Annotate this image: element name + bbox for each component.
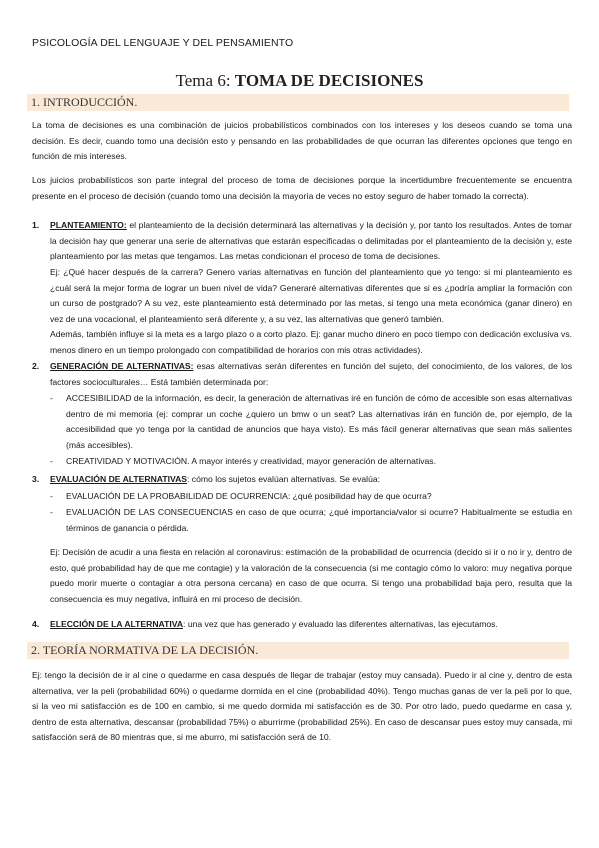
title-prefix: Tema 6: — [175, 71, 235, 90]
item-evaluacion — [50, 472, 572, 488]
bullet-dash: - — [50, 491, 53, 501]
item-text: el planteamiento de la decisión determinará las alternativas y la decisión y, por tanto los resultados. Antes de tomar la decisión hay que generar una serie de alternativas que estarán especificadas o delimitadas por el planteamiento de la decisión y, este planteamiento por las metas que tengamos. Las metas condicionan el proceso de toma de decisiones. — [50, 220, 572, 261]
section-heading-introduccion: 1. INTRODUCCIÓN. — [27, 94, 569, 111]
item-term: EVALUACIÓN DE ALTERNATIVAS — [50, 474, 188, 484]
sub-item-creatividad: CREATIVIDAD Y MOTIVACIÓN. A mayor interés y creatividad, mayor generación de alternativas. — [66, 456, 436, 466]
item-generacion — [50, 359, 572, 390]
item-number-3: 3. — [32, 474, 40, 484]
item-text: esas alternativas serán diferentes en función del sujeto, del conocimiento, de los valores, de los factores socioculturales… Está también determinada por: — [50, 361, 572, 387]
item-term: ELECCIÓN DE LA ALTERNATIVA — [50, 619, 184, 629]
bullet-dash: - — [50, 456, 53, 466]
item-evaluacion-example: Ej: Decisión de acudir a una fiesta en relación al coronavirus: estimación de la probabilidad de ocurrencia (decido si ir o no ir y, dentro de esto, qué probabilidad hay de que me contagie) y la valoración de la consecuencia (si me contagio cómo lo valoro: muy negativa porque puedo morir muerte o contagiar a otra persona cercana) en caso de que ocurra. Si tengo una probabilidad baja pero, resulta que la consecuencia es muy negativa, influirá en mi proceso de decisión. — [50, 547, 572, 604]
course-header: PSICOLOGÍA DEL LENGUAJE Y DEL PENSAMIENTO — [32, 37, 294, 49]
item-term: PLANTEAMIENTO: — [50, 220, 127, 230]
item-planteamiento — [50, 218, 572, 265]
intro-paragraph-1: La toma de decisiones es una combinación de juicios probabilísticos combinados con los intereses y los deseos cuando se toma una decisión. Es decir, cuando tomo una decisión esto y pensando en las probabilidades de que ocurran las diferentes opciones que tengo en función de mis intereses. — [32, 120, 572, 161]
item-planteamiento-example: Ej: ¿Qué hacer después de la carrera? Genero varias alternativas en función del planteamiento que yo tengo: si mi planteamiento es ¿cuál será la mejor forma de lograr un buen nivel de vida? Generaré alternativas diferentes que si es ¿podría ampliar la formación con un curso de postgrado? A su vez, este planteamiento está determinado por las metas, si tengo una meta económica (ganar dinero) en vez de una vocacional, el planteamiento será diferente y, a su vez, las alternativas que generó también. — [50, 267, 572, 324]
item-planteamiento-extra: Además, también influye si la meta es a largo plazo o a corto plazo. Ej: ganar mucho dinero en poco tiempo con dedicación exclusiva vs. menos dinero en un tiempo prolongado con compatibilidad de horarios con mis otras actividades). — [50, 329, 572, 355]
item-text: : cómo los sujetos evalúan alternativas. Se evalúa: — [187, 474, 381, 484]
page-title — [0, 71, 599, 91]
item-term: GENERACIÓN DE ALTERNATIVAS: — [50, 361, 194, 371]
sub-item-consecuencias: EVALUACIÓN DE LAS CONSECUENCIAS en caso de que ocurra; ¿qué importancia/valor si ocurre? Habitualmente se estudia en términos de ganancia o pérdida. — [66, 507, 572, 533]
intro-paragraph-2: Los juicios probabilísticos son parte integral del proceso de toma de decisiones porque la incertidumbre frecuentemente se encuentra presente en el proceso de decisión (cuando tomo una decisión la mayoría de veces no estoy seguro de haber tomado la correcta). — [32, 175, 572, 201]
item-number-1: 1. — [32, 220, 40, 230]
teoria-paragraph: Ej: tengo la decisión de ir al cine o quedarme en casa después de llegar de trabajar (estoy muy cansada). Puedo ir al cine y, dentro de esta alternativa, ver la peli (probabilidad 60%) o quedarme dormida en el cine (probabilidad 40%). Tengo muchas ganas de ver la peli por lo que, si la veo mi satisfacción es de 100 en cambio, si me quedo dormida mi satisfacción es de 30. Por otro lado, puedo quedarme en casa y, dentro de esta alternativa, descansar (probabilidad 75%) o aburrirme (probabilidad 25%). En caso de descansar pues estoy muy cansada, mi satisfacción será de 80 mientras que, si me aburro, mi satisfacción será de 10. — [32, 670, 572, 742]
item-text: : una vez que has generado y evaluado las diferentes alternativas, las ejecutamos. — [183, 619, 498, 629]
item-number-2: 2. — [32, 361, 40, 371]
sub-item-accesibilidad: ACCESIBILIDAD de la información, es decir, la generación de alternativas iré en función de cómo de accesible son esas alternativas dentro de mi memoria (ej: comprar un coche ¿quiero un bmw o un seat? Las alternativas irán en función de, por ejemplo, de la accesibilidad que yo tenga por la cantidad de anuncios que haya visto). Es más fácil generar alternativas que sean más salientes (más accesibles). — [66, 393, 572, 450]
bullet-dash: - — [50, 393, 53, 403]
section-heading-teoria-normativa: 2. TEORÍA NORMATIVA DE LA DECISIÓN. — [27, 642, 569, 659]
item-number-4: 4. — [32, 619, 40, 629]
title-main: TOMA DE DECISIONES — [234, 71, 424, 90]
bullet-dash: - — [50, 507, 53, 517]
sub-item-probabilidad: EVALUACIÓN DE LA PROBABILIDAD DE OCURRENCIA: ¿qué posibilidad hay de que ocurra? — [66, 491, 432, 501]
item-eleccion — [50, 617, 572, 633]
